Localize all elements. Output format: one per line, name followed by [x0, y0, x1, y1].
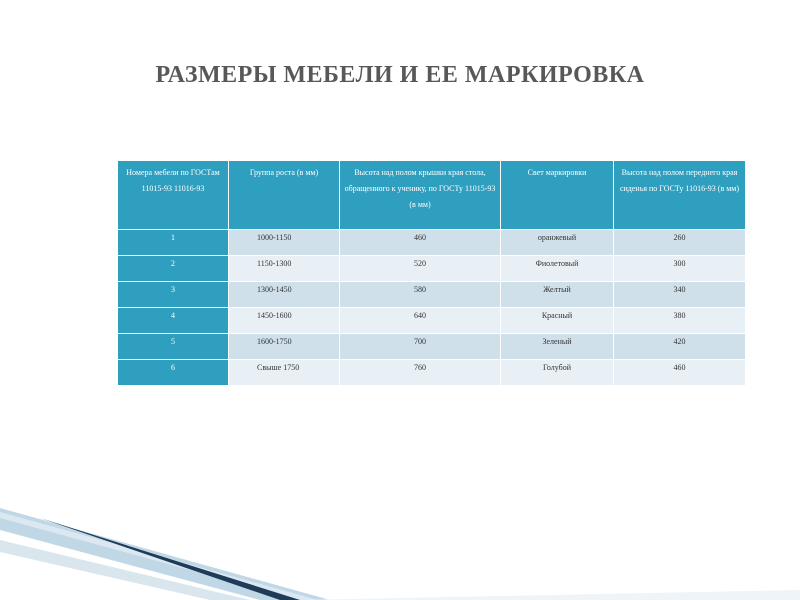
wave-mid-band — [0, 540, 250, 600]
cell-number: 6 — [118, 360, 229, 386]
cell-desk-height: 580 — [340, 282, 501, 308]
wave-dark-band — [40, 518, 300, 600]
cell-desk-height: 640 — [340, 308, 501, 334]
header-desk-height: Высота над полом крышки края стола, обращенного к ученику, по ГОСТу 11015-93 (в мм) — [340, 161, 501, 230]
cell-marking-color: Красный — [501, 308, 614, 334]
cell-marking-color: Зеленый — [501, 334, 614, 360]
cell-seat-height: 420 — [614, 334, 746, 360]
cell-height-group: Свыше 1750 — [229, 360, 340, 386]
wave-light-band-2 — [0, 512, 318, 600]
furniture-size-table — [117, 160, 746, 386]
table-row — [118, 308, 746, 334]
header-seat-height: Высота над полом переднего края сиденья по ГОСТу 11016-93 (в мм) — [614, 161, 746, 230]
cell-height-group: 1450-1600 — [229, 308, 340, 334]
table-header-row — [118, 161, 746, 230]
cell-height-group: 1000-1150 — [229, 230, 340, 256]
cell-seat-height: 260 — [614, 230, 746, 256]
cell-marking-color: Фиолетовый — [501, 256, 614, 282]
cell-marking-color: Желтый — [501, 282, 614, 308]
cell-height-group: 1600-1750 — [229, 334, 340, 360]
cell-height-group: 1150-1300 — [229, 256, 340, 282]
cell-desk-height: 700 — [340, 334, 501, 360]
header-marking-color: Свет маркировки — [501, 161, 614, 230]
table-row — [118, 256, 746, 282]
cell-seat-height: 380 — [614, 308, 746, 334]
cell-number: 5 — [118, 334, 229, 360]
cell-desk-height: 460 — [340, 230, 501, 256]
wave-pale-band — [300, 590, 800, 600]
table-row — [118, 282, 746, 308]
cell-marking-color: оранжевый — [501, 230, 614, 256]
header-furniture-number: Номера мебели по ГОСТам 11015-93 11016-93 — [118, 161, 229, 230]
table-row — [118, 360, 746, 386]
cell-number: 3 — [118, 282, 229, 308]
cell-seat-height: 340 — [614, 282, 746, 308]
cell-desk-height: 520 — [340, 256, 501, 282]
slide-title: РАЗМЕРЫ МЕБЕЛИ И ЕЕ МАРКИРОВКА — [155, 62, 645, 88]
cell-number: 2 — [118, 256, 229, 282]
cell-number: 1 — [118, 230, 229, 256]
cell-seat-height: 460 — [614, 360, 746, 386]
wave-light-band — [0, 508, 330, 600]
table-row — [118, 334, 746, 360]
cell-height-group: 1300-1450 — [229, 282, 340, 308]
table-row — [118, 230, 746, 256]
cell-marking-color: Голубой — [501, 360, 614, 386]
cell-seat-height: 300 — [614, 256, 746, 282]
cell-desk-height: 760 — [340, 360, 501, 386]
cell-number: 4 — [118, 308, 229, 334]
header-height-group: Группа роста (в мм) — [229, 161, 340, 230]
